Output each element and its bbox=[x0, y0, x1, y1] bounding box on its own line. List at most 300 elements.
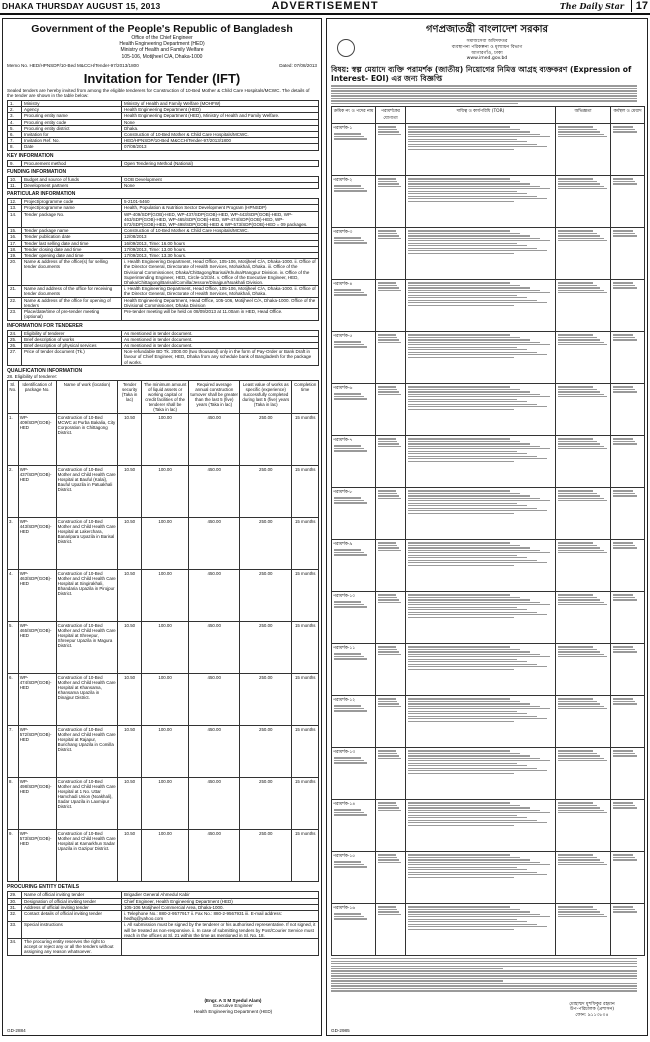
text-line bbox=[408, 198, 547, 199]
text-line bbox=[408, 243, 517, 244]
table-cell: 100.00 bbox=[141, 778, 189, 830]
text-line bbox=[558, 542, 593, 543]
table-cell: 100.00 bbox=[141, 674, 189, 726]
text-line bbox=[558, 186, 604, 187]
text-line bbox=[408, 235, 530, 236]
table-cell: 100.00 bbox=[141, 466, 189, 518]
text-line bbox=[334, 861, 361, 862]
text-line bbox=[558, 287, 600, 288]
duration-cell bbox=[611, 540, 645, 592]
text-line bbox=[613, 339, 637, 340]
text-lines bbox=[333, 341, 374, 347]
text-line bbox=[334, 552, 364, 553]
table-row bbox=[8, 414, 319, 466]
text-line bbox=[378, 391, 399, 392]
text-line bbox=[408, 597, 520, 598]
position-name: পরামর্শক-১০ bbox=[333, 594, 356, 600]
experience-cell bbox=[556, 800, 611, 852]
text-line bbox=[408, 503, 517, 504]
text-line bbox=[334, 760, 364, 761]
row-label: Place/date/time of pre-tender meeting (optional) bbox=[22, 309, 122, 320]
text-lines bbox=[557, 334, 609, 345]
signatory-title: Executive Engineer bbox=[213, 1003, 253, 1009]
text-lines bbox=[557, 906, 609, 917]
text-lines bbox=[333, 497, 374, 503]
info-row bbox=[8, 259, 319, 286]
signature-block bbox=[173, 998, 293, 1015]
text-line bbox=[334, 866, 367, 867]
row-label: Designation of official inviting tender bbox=[22, 898, 122, 904]
text-line bbox=[558, 599, 600, 600]
text-line bbox=[558, 342, 604, 343]
text-line bbox=[408, 646, 510, 647]
position-cell bbox=[332, 488, 376, 540]
text-line bbox=[558, 906, 593, 907]
row-label: Name of official inviting tender bbox=[22, 892, 122, 898]
row-label: Procuring entity name bbox=[22, 113, 122, 119]
text-line bbox=[613, 807, 637, 808]
text-line bbox=[613, 129, 635, 130]
table-row bbox=[8, 518, 319, 570]
text-line bbox=[408, 661, 527, 662]
text-line bbox=[408, 656, 550, 657]
text-line bbox=[334, 240, 364, 241]
section-title: ADVERTISEMENT bbox=[271, 0, 379, 12]
text-line bbox=[331, 966, 637, 967]
text-line bbox=[613, 391, 637, 392]
row-value: Dhaka. bbox=[122, 125, 319, 131]
text-line bbox=[558, 235, 600, 236]
text-line bbox=[331, 103, 518, 104]
text-line bbox=[558, 805, 597, 806]
column-header: পরামর্শকের যোগ্যতা bbox=[376, 107, 406, 124]
table-cell: 10.50 bbox=[118, 778, 142, 830]
text-line bbox=[408, 706, 540, 707]
row-label: Tender last selling date and time bbox=[22, 240, 122, 246]
text-line bbox=[331, 970, 637, 971]
gov-title-bn: গণপ্রজাতন্ত্রী বাংলাদেশ সরকার bbox=[426, 24, 548, 35]
experience-cell bbox=[556, 592, 611, 644]
text-line bbox=[408, 607, 517, 608]
table-cell: 2. bbox=[8, 466, 19, 518]
text-line bbox=[558, 859, 600, 860]
text-line bbox=[334, 138, 367, 139]
intro-text: Sealed tenders are hereby invited from among the eligible tenderers for Construction of 10-Bed Mother & Child Care Hospitals/MCWC. The details of the tender are shown in the table below: bbox=[7, 87, 310, 99]
text-line bbox=[378, 649, 397, 650]
position-cell bbox=[332, 228, 376, 280]
column-header: Name of work (location) bbox=[56, 381, 118, 414]
duration-cell bbox=[611, 592, 645, 644]
text-line bbox=[334, 913, 361, 914]
text-line bbox=[378, 446, 401, 447]
text-line bbox=[558, 441, 597, 442]
text-line bbox=[334, 601, 361, 602]
row-value: Health, Population & Nutrition Sector Development Program (HPNSDP) bbox=[122, 205, 319, 211]
table-cell: 15 months bbox=[292, 778, 319, 830]
qualification-table bbox=[7, 380, 319, 882]
row-number: 3. bbox=[8, 113, 22, 119]
text-line bbox=[613, 857, 635, 858]
text-line bbox=[378, 282, 396, 283]
text-line bbox=[558, 285, 597, 286]
text-line bbox=[334, 549, 361, 550]
text-line bbox=[378, 394, 401, 395]
text-line bbox=[408, 713, 527, 714]
text-line bbox=[613, 493, 635, 494]
experience-cell bbox=[556, 852, 611, 904]
row-label: Procurement method bbox=[22, 160, 122, 166]
text-line bbox=[558, 909, 597, 910]
text-line bbox=[408, 753, 520, 754]
sub-line: ব্যবস্থাপনা পরিকল্পনা ও মূল্যায়ন বিভাগ bbox=[451, 44, 523, 50]
text-line bbox=[334, 814, 367, 815]
text-line bbox=[408, 493, 520, 494]
row-number: 27. bbox=[8, 349, 22, 366]
text-line bbox=[408, 193, 527, 194]
text-lines bbox=[377, 646, 404, 655]
text-lines bbox=[407, 854, 554, 877]
row-value: As mentioned in tender document. bbox=[122, 336, 319, 342]
tor-cell bbox=[406, 280, 556, 332]
info-row bbox=[8, 938, 319, 955]
text-line bbox=[408, 664, 537, 665]
text-line bbox=[408, 302, 547, 303]
text-line bbox=[378, 862, 401, 863]
text-line bbox=[408, 609, 527, 610]
row-value: i. Health Engineering Department, Head Office, 105-106, Motijheel C/A, Dhaka-1000. ii. Office of the Director General, Directorate of Health Services, Mohakhali, Dhaka. bbox=[122, 286, 319, 297]
signature-block-bn bbox=[547, 1002, 637, 1019]
row-label: The procuring entity reserves the right to accept or reject any or all the tenders without assigning any reason whatsoever. bbox=[22, 938, 122, 955]
memo-row bbox=[3, 63, 321, 68]
text-lines bbox=[612, 386, 643, 392]
text-line bbox=[334, 185, 361, 186]
row-label: Name and address of the office for receiving tender documents bbox=[22, 286, 122, 297]
text-line bbox=[558, 136, 607, 137]
position-cell bbox=[332, 852, 376, 904]
table-cell: 10.50 bbox=[118, 674, 142, 726]
text-line bbox=[378, 233, 397, 234]
text-line bbox=[408, 916, 550, 917]
table-cell: WP-465/SDP(GOB)-HED bbox=[18, 622, 56, 674]
text-lines bbox=[557, 438, 609, 449]
text-line bbox=[408, 550, 540, 551]
experience-cell bbox=[556, 540, 611, 592]
row-label: Name & address of the office for opening of tenders bbox=[22, 297, 122, 308]
table-row bbox=[332, 644, 645, 696]
text-line bbox=[558, 646, 593, 647]
row-value: GOB Development bbox=[122, 176, 319, 182]
section-procuring-details: PROCURING ENTITY DETAILS bbox=[7, 884, 80, 891]
row-label: Tender package No. bbox=[22, 211, 122, 228]
experience-cell bbox=[556, 644, 611, 696]
text-line bbox=[334, 344, 364, 345]
text-line bbox=[408, 136, 550, 137]
text-line bbox=[408, 659, 517, 660]
text-line bbox=[408, 295, 517, 296]
position-name: পরামর্শক-৩ bbox=[333, 230, 353, 236]
text-line bbox=[378, 703, 399, 704]
text-line bbox=[408, 441, 520, 442]
text-line bbox=[378, 183, 399, 184]
row-number: 16. bbox=[8, 234, 22, 240]
text-lines bbox=[407, 334, 554, 357]
table-cell: WP-443/SDP(GOB)-HED bbox=[18, 518, 56, 570]
experience-cell bbox=[556, 384, 611, 436]
position-name: পরামর্শক-৪ bbox=[333, 282, 353, 288]
text-line bbox=[613, 542, 633, 543]
text-line bbox=[408, 565, 514, 566]
column-header: ক্রমিক নং ও পদের নাম bbox=[332, 107, 376, 124]
info-table-6 bbox=[7, 891, 319, 955]
text-lines bbox=[377, 750, 404, 759]
table-row bbox=[8, 830, 319, 882]
text-line bbox=[378, 134, 401, 135]
row-label: Eligibility of tenderer bbox=[22, 330, 122, 336]
text-line bbox=[558, 181, 597, 182]
tor-cell bbox=[406, 176, 556, 228]
terms-paragraph bbox=[327, 958, 647, 991]
text-line bbox=[613, 545, 635, 546]
text-line bbox=[334, 710, 367, 711]
text-line bbox=[331, 958, 637, 959]
text-line bbox=[408, 562, 547, 563]
table-cell: 10.50 bbox=[118, 518, 142, 570]
table-cell: WP-409/SDP(GOB)-HED bbox=[18, 414, 56, 466]
row-value: 12/08/2013 bbox=[122, 234, 319, 240]
text-lines bbox=[612, 802, 643, 808]
office-address-bn bbox=[327, 39, 647, 62]
row-number: 1. bbox=[8, 101, 22, 107]
experience-cell bbox=[556, 748, 611, 800]
text-line bbox=[334, 916, 364, 917]
text-line bbox=[408, 773, 514, 774]
table-cell: Construction of 10-Bed Mother and Child Health Care Hospital at Khansama, Khansama Upazila in Dinajpur District. bbox=[56, 674, 118, 726]
text-line bbox=[378, 753, 397, 754]
row-label: Procuring entity district bbox=[22, 125, 122, 131]
table-row bbox=[8, 726, 319, 778]
text-line bbox=[408, 181, 520, 182]
text-line bbox=[408, 386, 510, 387]
sub-line: www.imed.gov.bd bbox=[466, 56, 508, 62]
text-line bbox=[613, 441, 635, 442]
text-line bbox=[378, 698, 396, 699]
row-value: 17/09/2013, Time: 13.30 hours. bbox=[122, 253, 319, 259]
gd-number: GD-2985 bbox=[331, 1028, 350, 1033]
text-line bbox=[558, 552, 607, 553]
row-number: 22. bbox=[8, 297, 22, 308]
text-lines bbox=[612, 854, 643, 860]
memo-number: Memo No. HED/HPNSDP/10-Bed M&CCH/Tender-97/2013/1800 bbox=[7, 62, 139, 68]
position-name: পরামর্শক-৯ bbox=[333, 542, 353, 548]
row-label: Ministry bbox=[22, 101, 122, 107]
experience-cell bbox=[556, 176, 611, 228]
text-line bbox=[408, 131, 530, 132]
text-line bbox=[334, 396, 364, 397]
text-line bbox=[558, 594, 593, 595]
text-lines bbox=[407, 750, 554, 773]
table-cell: 250.00 bbox=[240, 726, 292, 778]
text-line bbox=[558, 134, 604, 135]
column-header: Sl. No. bbox=[8, 381, 19, 414]
row-number: 18. bbox=[8, 246, 22, 252]
table-row bbox=[332, 228, 645, 280]
text-line bbox=[408, 718, 547, 719]
text-line bbox=[558, 334, 593, 335]
text-line bbox=[558, 706, 604, 707]
text-lines bbox=[612, 282, 643, 288]
table-cell: 100.00 bbox=[141, 830, 189, 882]
text-line bbox=[558, 290, 604, 291]
text-lines bbox=[407, 230, 554, 253]
duration-cell bbox=[611, 124, 645, 176]
text-line bbox=[408, 238, 540, 239]
ift-heading: Invitation for Tender (IFT) bbox=[83, 70, 241, 86]
text-line bbox=[331, 961, 637, 962]
text-line bbox=[408, 510, 547, 511]
text-line bbox=[334, 705, 361, 706]
row-value: 07/08/2013 bbox=[122, 144, 319, 150]
text-line bbox=[408, 344, 550, 345]
text-line bbox=[408, 721, 514, 722]
row-value: Chief Engineer, Health Engineering Department (HED) bbox=[122, 898, 319, 904]
text-line bbox=[558, 233, 597, 234]
text-line bbox=[613, 287, 637, 288]
text-line bbox=[613, 389, 635, 390]
text-lines bbox=[377, 230, 404, 239]
text-line bbox=[558, 337, 597, 338]
table-row bbox=[8, 622, 319, 674]
text-line bbox=[378, 438, 396, 439]
position-name: পরামর্শক-১৬ bbox=[333, 906, 356, 912]
position-name: পরামর্শক-৭ bbox=[333, 438, 353, 444]
row-label: Price of tender document (Tk.) bbox=[22, 349, 122, 366]
table-row bbox=[332, 904, 645, 956]
table-cell: 450.00 bbox=[189, 830, 240, 882]
text-line bbox=[331, 100, 637, 101]
text-line bbox=[558, 230, 593, 231]
text-line bbox=[613, 386, 633, 387]
text-line bbox=[408, 300, 537, 301]
text-line bbox=[408, 872, 537, 873]
table-cell: 100.00 bbox=[141, 518, 189, 570]
text-lines bbox=[407, 646, 554, 669]
text-line bbox=[334, 762, 367, 763]
table-cell: Construction of 10-Bed Mother and Child Health Care Hospital at Singirakhali, Bhandaria Upazila in Pirojpur District. bbox=[56, 570, 118, 622]
table-cell: 3. bbox=[8, 518, 19, 570]
text-line bbox=[408, 760, 550, 761]
duration-cell bbox=[611, 488, 645, 540]
text-line bbox=[558, 438, 593, 439]
text-line bbox=[558, 389, 597, 390]
text-line bbox=[558, 755, 600, 756]
text-line bbox=[613, 911, 637, 912]
consultant-table bbox=[331, 106, 645, 956]
text-line bbox=[408, 453, 527, 454]
position-cell bbox=[332, 436, 376, 488]
text-line bbox=[613, 337, 635, 338]
text-line bbox=[378, 755, 399, 756]
text-line bbox=[378, 129, 397, 130]
text-line bbox=[613, 646, 633, 647]
section-key-info: KEY INFORMATION bbox=[7, 152, 54, 159]
column-header: Least value of works as specific (experience) successfully completed during last 5 (five) years (Taka in lac) bbox=[240, 381, 292, 414]
table-cell: 10.50 bbox=[118, 830, 142, 882]
text-line bbox=[334, 809, 361, 810]
text-line bbox=[334, 190, 367, 191]
text-line bbox=[408, 334, 510, 335]
text-line bbox=[408, 547, 530, 548]
text-line bbox=[408, 401, 527, 402]
text-line bbox=[558, 760, 607, 761]
table-cell: 250.00 bbox=[240, 414, 292, 466]
text-lines bbox=[612, 646, 643, 652]
text-lines bbox=[377, 126, 404, 135]
text-lines bbox=[377, 438, 404, 447]
intro-paragraph bbox=[327, 85, 647, 104]
text-line bbox=[558, 916, 607, 917]
text-line bbox=[558, 545, 597, 546]
text-line bbox=[334, 656, 364, 657]
text-lines bbox=[612, 438, 643, 444]
row-number: 2. bbox=[8, 107, 22, 113]
text-line bbox=[408, 389, 520, 390]
table-row bbox=[8, 570, 319, 622]
text-line bbox=[334, 445, 361, 446]
text-line bbox=[331, 973, 637, 974]
text-line bbox=[408, 599, 530, 600]
text-lines bbox=[377, 802, 404, 811]
text-line bbox=[331, 985, 637, 986]
row-label: Tender package name bbox=[22, 228, 122, 234]
position-name: পরামর্শক-১ bbox=[333, 126, 353, 132]
duration-cell bbox=[611, 228, 645, 280]
text-line bbox=[408, 716, 537, 717]
table-cell: 450.00 bbox=[189, 674, 240, 726]
sub-line: Ministry of Health and Family Welfare bbox=[120, 47, 204, 54]
tor-cell bbox=[406, 904, 556, 956]
text-lines bbox=[407, 126, 554, 149]
text-line bbox=[408, 906, 510, 907]
table-cell: 1. bbox=[8, 414, 19, 466]
text-line bbox=[558, 604, 607, 605]
row-value: As mentioned in tender document. bbox=[122, 330, 319, 336]
row-value: Construction of 10-Bed Mother & Child Care Hospitals/MCWC. bbox=[122, 132, 319, 138]
position-cell bbox=[332, 644, 376, 696]
text-line bbox=[408, 825, 514, 826]
text-line bbox=[558, 602, 604, 603]
row-value: Open Tendering Method (National) bbox=[122, 160, 319, 166]
position-cell bbox=[332, 748, 376, 800]
text-line bbox=[408, 285, 520, 286]
text-line bbox=[378, 594, 396, 595]
text-line bbox=[378, 646, 396, 647]
table-row bbox=[332, 176, 645, 228]
table-cell: Construction of 10-Bed Mother and Child Health Care Hospital at Shreepur, Shreepur Upazila in Magura District. bbox=[56, 622, 118, 674]
table-row bbox=[332, 748, 645, 800]
text-line bbox=[408, 701, 520, 702]
text-lines bbox=[377, 282, 404, 291]
text-line bbox=[558, 654, 604, 655]
text-line bbox=[334, 604, 364, 605]
text-line bbox=[613, 334, 633, 335]
text-line bbox=[408, 178, 510, 179]
position-cell bbox=[332, 280, 376, 332]
text-line bbox=[408, 854, 510, 855]
text-line bbox=[558, 282, 593, 283]
text-line bbox=[558, 500, 607, 501]
text-line bbox=[408, 552, 550, 553]
text-lines bbox=[377, 542, 404, 551]
